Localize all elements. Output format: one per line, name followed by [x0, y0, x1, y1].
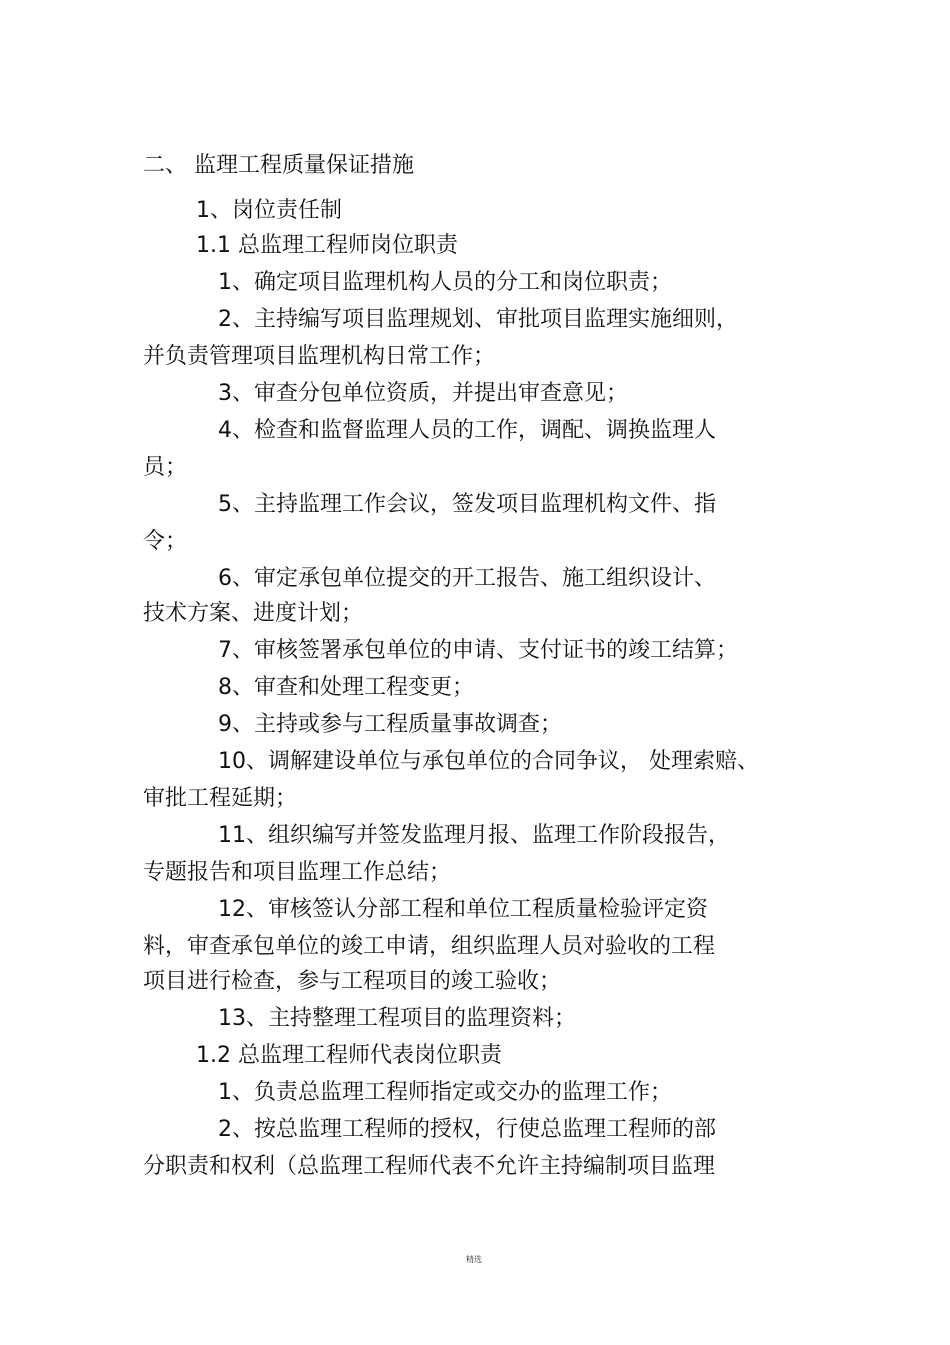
subsection-heading: 1、岗位责任制: [196, 198, 342, 223]
paragraph-line: 12、审核签认分部工程和单位工程质量检验评定资: [218, 897, 708, 922]
page-footer: 精选: [466, 1255, 482, 1264]
paragraph-line: 分职责和权利（总监理工程师代表不允许主持编制项目监理: [143, 1154, 716, 1179]
paragraph-line: 6、审定承包单位提交的开工报告、施工组织设计、: [218, 566, 716, 591]
paragraph-line: 技术方案、进度计划；: [143, 601, 364, 626]
paragraph-line: 2、主持编写项目监理规划、审批项目监理实施细则，: [218, 307, 738, 332]
paragraph-line: 9、主持或参与工程质量事故调查；: [218, 712, 562, 737]
section-heading: 二、 监理工程质量保证措施: [143, 153, 414, 178]
paragraph-line: 11、组织编写并签发监理月报、监理工作阶段报告，: [218, 823, 730, 848]
paragraph-line: 料，审查承包单位的竣工申请，组织监理人员对验收的工程: [143, 934, 716, 959]
paragraph-line: 审批工程延期；: [143, 786, 298, 811]
paragraph-line: 7、审核签署承包单位的申请、支付证书的竣工结算；: [218, 638, 738, 663]
paragraph-line: 13、主持整理工程项目的监理资料；: [218, 1006, 576, 1031]
paragraph-line: 5、主持监理工作会议，签发项目监理机构文件、指: [218, 492, 716, 517]
subsection-heading: 1.1 总监理工程师岗位职责: [196, 233, 458, 258]
paragraph-line: 专题报告和项目监理工作总结；: [143, 860, 452, 885]
paragraph-line: 3、审查分包单位资质，并提出审查意见；: [218, 381, 628, 406]
paragraph-line: 项目进行检查，参与工程项目的竣工验收；: [143, 969, 562, 994]
paragraph-line: 令；: [143, 529, 188, 554]
paragraph-line: 1、负责总监理工程师指定或交办的监理工作；: [218, 1080, 672, 1105]
paragraph-line: 并负责管理项目监理机构日常工作；: [143, 344, 496, 369]
paragraph-line: 2、按总监理工程师的授权，行使总监理工程师的部: [218, 1117, 716, 1142]
paragraph-line: 员；: [143, 455, 188, 480]
paragraph-line: 10、调解建设单位与承包单位的合同争议， 处理索赔、: [218, 749, 759, 774]
subsection-heading: 1.2 总监理工程师代表岗位职责: [196, 1043, 502, 1068]
paragraph-line: 1、确定项目监理机构人员的分工和岗位职责；: [218, 270, 672, 295]
paragraph-line: 4、检查和监督监理人员的工作，调配、调换监理人: [218, 418, 716, 443]
paragraph-line: 8、审查和处理工程变更；: [218, 675, 474, 700]
